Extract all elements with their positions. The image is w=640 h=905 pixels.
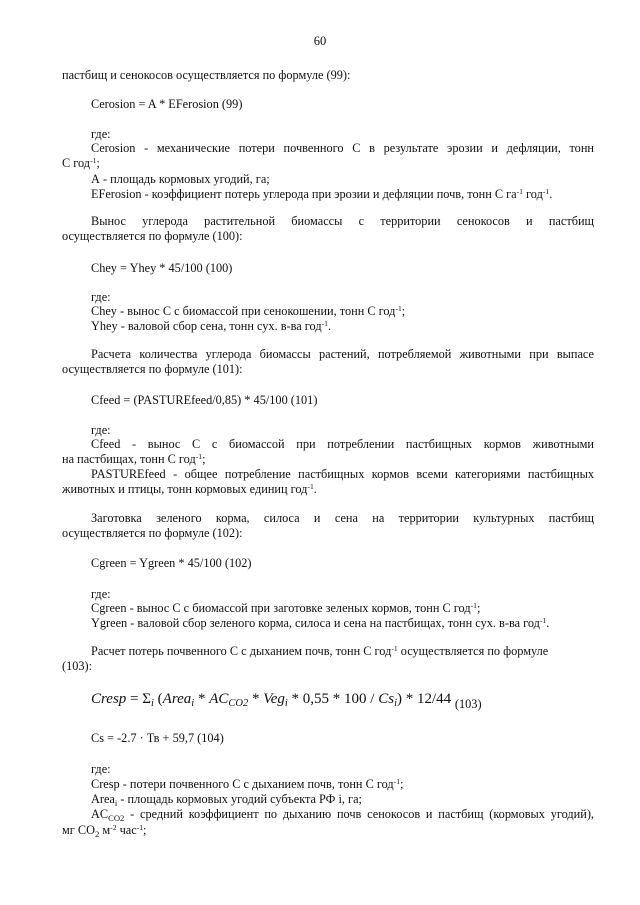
cerosion-definition: Cerosion - механические потери почвенного С в результате эрозии и дефляции, тонн xyxy=(91,141,594,155)
where-label-4: где: xyxy=(91,587,111,601)
paragraph-100: Вынос углерода растительной биомассы с территории сенокосов и пастбищ xyxy=(91,214,594,228)
formula-100: Chey = Yhey * 45/100 (100) xyxy=(91,261,233,275)
where-label-3: где: xyxy=(91,423,111,437)
formula-99: Cerosion = A * EFerosion (99) xyxy=(91,97,243,111)
ac-co2-definition-cont: мг $СО_2$ $м^{-2}$ час$^{-1}$; xyxy=(62,822,147,839)
formula-104: Cs = -2.7 · Тв + 59,7 (104) xyxy=(91,731,224,745)
formula-103: Cresp = $\Sigma_i$ (Area$_i$ * $AC_{CO2} * Veg_i * 0,55 * 100 / Cs_i) * 12/44$ $_{(103)}$ xyxy=(91,691,482,711)
ygreen-definition: Ygreen - валовой сбор зеленого корма, силоса и сена на пастбищах, тонн сух. в-ва год$^{-1}$. xyxy=(91,615,550,630)
ac-co2-definition: $AC_{CO2}$ - средний коэффициент по дыханию почв сенокосов и пастбищ (кормовых угодий), xyxy=(91,807,594,823)
formula-101: Cfeed = (PASTUREfeed/0,85) * 45/100 (101) xyxy=(91,393,318,407)
pasturefeed-definition-cont: животных и птицы, тонн кормовых единиц год$^{-1}$. xyxy=(62,481,317,496)
paragraph-102-cont: осуществляется по формуле (102): xyxy=(62,526,243,540)
yhey-definition: Yhey - валовой сбор сена, тонн сух. в-ва год$^{-1}$. xyxy=(91,318,332,333)
page-number: 60 xyxy=(313,34,327,48)
paragraph-103-cont: (103): xyxy=(62,659,93,673)
cresp-definition: Cresp - потери почвенного С с дыханием почв, тонн С год$^{-1}$; xyxy=(91,776,404,791)
paragraph-102: Заготовка зеленого корма, силоса и сена на территории культурных пастбищ xyxy=(91,511,594,525)
cfeed-definition-cont: на пастбищах, тонн С год$^{-1}$; xyxy=(62,451,206,466)
area-i-definition: Area$_i$ - площадь кормовых угодий субъекта РФ i, га; xyxy=(91,792,362,808)
intro-line: пастбищ и сенокосов осуществляется по формуле (99): xyxy=(62,68,351,82)
paragraph-103: Расчет потерь почвенного С с дыханием почв, тонн С год$^{-1}$ осуществляется по формуле xyxy=(91,643,549,658)
eferosion-definition: EFerosion - коэффициент потерь углерода при эрозии и дефляции почв, тонн С $га^{-1}$ год$^{-1}$. xyxy=(91,186,553,201)
cfeed-definition: Cfeed - вынос С с биомассой при потреблении пастбищных кормов животными xyxy=(91,437,594,451)
formula-102: Cgreen = Ygreen * 45/100 (102) xyxy=(91,556,252,570)
paragraph-101: Расчета количества углерода биомассы растений, потребляемой животными при выпасе xyxy=(91,347,594,361)
pasturefeed-definition: PASTUREfeed - общее потребление пастбищных кормов всеми категориями пастбищных xyxy=(91,467,594,481)
chey-definition: Chey - вынос С с биомассой при сенокошении, тонн С год$^{-1}$; xyxy=(91,303,406,318)
area-definition: А - площадь кормовых угодий, га; xyxy=(91,172,270,186)
cerosion-definition-cont: С год$^{-1}$; xyxy=(62,155,100,170)
where-label-5: где: xyxy=(91,762,111,776)
paragraph-101-cont: осуществляется по формуле (101): xyxy=(62,362,243,376)
cgreen-definition: Cgreen - вынос С с биомассой при заготовке зеленых кормов, тонн С год$^{-1}$; xyxy=(91,600,481,615)
where-label-1: где: xyxy=(91,127,111,141)
where-label-2: где: xyxy=(91,290,111,304)
paragraph-100-cont: осуществляется по формуле (100): xyxy=(62,229,243,243)
